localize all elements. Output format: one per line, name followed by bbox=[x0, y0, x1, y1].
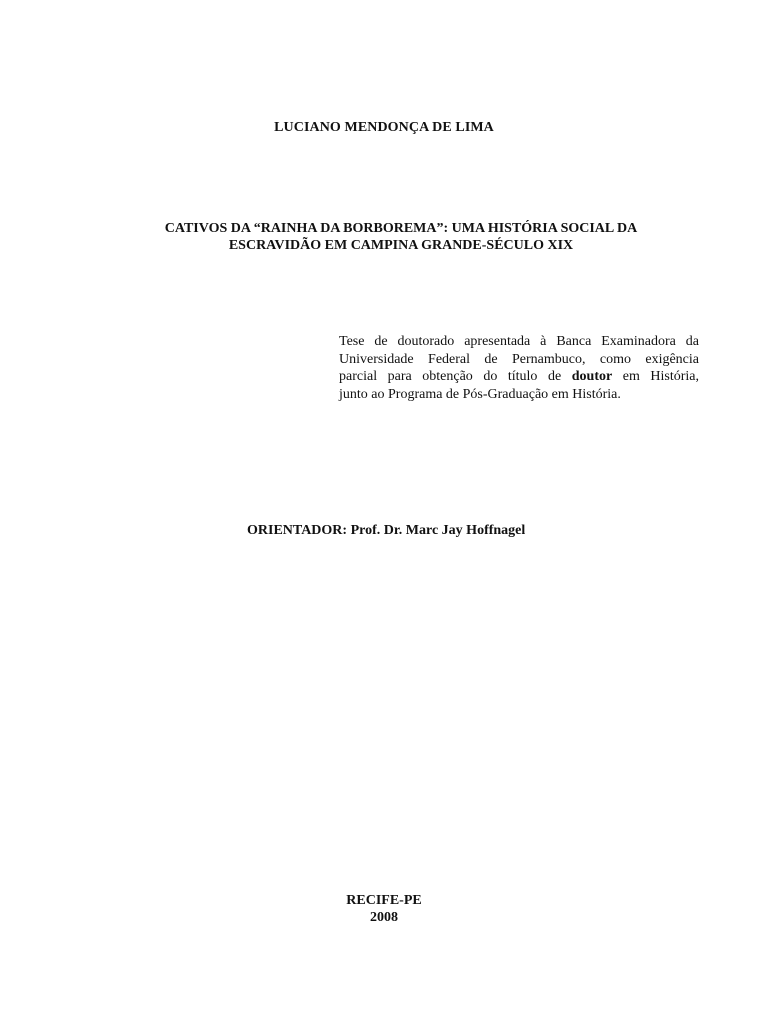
thesis-title-line-2: ESCRAVIDÃO EM CAMPINA GRANDE-SÉCULO XIX bbox=[228, 238, 574, 253]
year: 2008 bbox=[370, 910, 398, 925]
place: RECIFE-PE bbox=[346, 893, 422, 908]
presentation-note-line-4: junto ao Programa de Pós-Graduação em História. bbox=[339, 386, 621, 402]
thesis-title-line-1: CATIVOS DA “RAINHA DA BORBOREMA”: UMA HISTÓRIA SOCIAL DA bbox=[164, 221, 638, 236]
presentation-note-line-3-start: parcial para obtenção do título de bbox=[339, 369, 562, 384]
thesis-title bbox=[120, 220, 682, 254]
advisor-name: ORIENTADOR: Prof. Dr. Marc Jay Hoffnagel bbox=[247, 523, 526, 538]
author-name: LUCIANO MENDONÇA DE LIMA bbox=[274, 120, 494, 135]
presentation-note-line-3 bbox=[339, 368, 699, 386]
presentation-note-line-2: Universidade Federal de Pernambuco, como exigência bbox=[339, 351, 699, 367]
degree-emphasis: doutor bbox=[571, 369, 613, 384]
thesis-presentation-note bbox=[339, 333, 699, 403]
presentation-note-line-1: Tese de doutorado apresentada à Banca Examinadora da bbox=[339, 334, 699, 349]
presentation-note-line-3-end: em História, bbox=[622, 369, 699, 384]
place-and-year bbox=[0, 892, 768, 926]
